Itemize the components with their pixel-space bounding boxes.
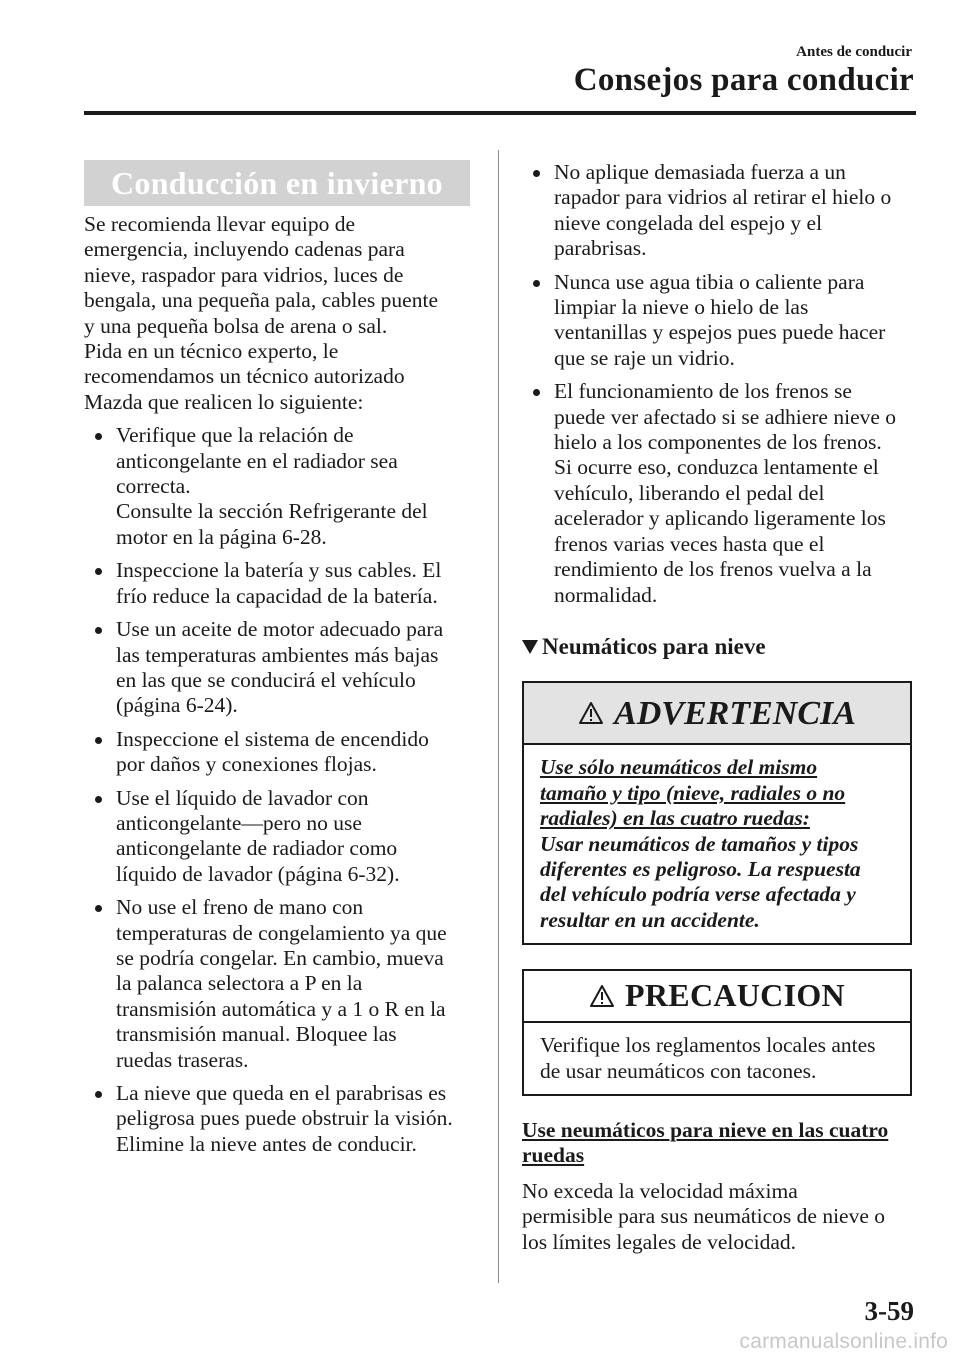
caution-body — [524, 1023, 910, 1094]
caution-icon — [589, 984, 615, 1008]
text-line: Elimine la nieve antes de conducir. — [116, 1131, 417, 1156]
bullet-item — [522, 379, 922, 608]
bullet-item — [84, 727, 476, 778]
text-line: por daños y conexiones flojas. — [116, 752, 377, 777]
text-line: No exceda la velocidad máxima — [522, 1178, 798, 1203]
text-line: anticongelante en el radiador sea — [116, 448, 398, 473]
winter-tips-list — [522, 160, 922, 608]
text-line: Use el líquido de lavador con — [116, 785, 369, 810]
bullet-dot-icon — [95, 568, 102, 575]
triangle-down-icon — [522, 640, 538, 654]
text-line: que se raje un vidrio. — [554, 345, 735, 370]
bullet-item — [522, 160, 922, 262]
text-line: resultar en un accidente. — [540, 907, 760, 932]
section-title: Conducción en invierno — [84, 160, 470, 206]
text-line: La nieve que queda en el parabrisas es — [116, 1081, 447, 1105]
caution-title: PRECAUCION — [625, 977, 845, 1014]
caution-box — [522, 969, 912, 1096]
header-rule — [84, 111, 916, 115]
text-line: normalidad. — [554, 582, 658, 607]
bullet-item — [84, 786, 476, 888]
text-line: Use neumáticos para nieve en las cuatro — [522, 1117, 889, 1142]
bullet-item — [84, 558, 476, 609]
text-line: frío reduce la capacidad de la batería. — [116, 583, 438, 608]
text-line: limpiar la nieve o hielo de las — [554, 295, 809, 320]
text-line: emergencia, incluyendo cadenas para — [84, 237, 405, 262]
text-line: Use un aceite de motor adecuado para — [116, 617, 444, 642]
text-line: temperaturas de congelamiento ya que — [116, 920, 447, 945]
bullet-item — [84, 617, 476, 719]
bullet-text — [116, 895, 447, 1071]
bullet-dot-icon — [95, 433, 102, 440]
text-line: las temperaturas ambientes más bajas — [116, 642, 439, 667]
text-line: No use el freno de mano con — [116, 895, 364, 920]
bullet-text — [116, 1081, 453, 1156]
text-line: hielo a los componentes de los frenos. — [554, 430, 882, 455]
bullet-text — [554, 270, 885, 370]
bullet-text — [554, 379, 896, 606]
page-number: 3-59 — [864, 1296, 914, 1326]
page-header-title: Consejos para conducir — [573, 62, 914, 98]
warning-body — [524, 745, 910, 943]
text-line: rendimiento de los frenos vuelva a la — [554, 557, 872, 582]
text-line: frenos varias veces hasta que el — [554, 531, 825, 556]
warning-header — [524, 683, 910, 745]
text-line: ruedas — [522, 1143, 585, 1168]
bullet-item — [84, 895, 476, 1073]
bullet-text — [554, 160, 891, 260]
text-line: transmisión automática y a 1 o R en la — [116, 996, 446, 1021]
bullet-dot-icon — [95, 1091, 102, 1098]
text-line: diferentes es peligroso. La respuesta — [540, 856, 861, 881]
text-line: vehículo, liberando el pedal del — [554, 480, 825, 505]
text-line: Nunca use agua tibia o caliente para — [554, 269, 865, 294]
note-body — [522, 1179, 922, 1255]
text-line: El funcionamiento de los frenos se — [554, 379, 852, 404]
bullet-item — [84, 1081, 476, 1157]
text-line: motor en la página 6-28. — [116, 524, 327, 549]
winter-checklist — [84, 423, 476, 1157]
bullet-dot-icon — [95, 905, 102, 912]
note-heading — [522, 1118, 922, 1169]
text-line: Verifique los reglamentos locales antes — [540, 1033, 876, 1058]
text-line: del vehículo podría verse afectada y — [540, 882, 856, 907]
text-line: recomendamos un técnico autorizado — [84, 364, 405, 389]
text-line: Se recomienda llevar equipo de — [84, 212, 356, 236]
text-line: Verifique que la relación de — [116, 423, 354, 448]
chapter-label: Antes de conducir — [796, 44, 912, 60]
bullet-text — [116, 423, 428, 549]
bullet-dot-icon — [533, 170, 540, 177]
text-line: Pida en un técnico experto, le — [84, 339, 339, 364]
subsection-title: Neumáticos para nieve — [542, 633, 766, 659]
text-line: ventanillas y espejos pues puede hacer — [554, 320, 886, 345]
text-line: Consulte la sección Refrigerante del — [116, 499, 428, 524]
text-line: se podría congelar. En cambio, mueva — [116, 945, 444, 970]
bullet-dot-icon — [533, 389, 540, 396]
text-line: transmisión manual. Bloquee las — [116, 1022, 397, 1047]
text-line: la palanca selectora a P en la — [116, 971, 363, 996]
subsection-heading — [522, 634, 922, 659]
text-line: puede ver afectado si se adhiere nieve o — [554, 404, 897, 429]
text-line: de usar neumáticos con tacones. — [540, 1058, 817, 1083]
bullet-dot-icon — [533, 280, 540, 287]
text-line: y una pequeña bolsa de arena o sal. — [84, 313, 388, 338]
text-line: nieve, raspador para vidrios, luces de — [84, 262, 404, 287]
text-line: parabrisas. — [554, 236, 647, 261]
watermark: carmanualsonline.info — [739, 1330, 948, 1353]
text-line: nieve congelada del espejo y el — [554, 210, 823, 235]
text-line: bengala, una pequeña pala, cables puente — [84, 288, 438, 313]
text-line: peligrosa pues puede obstruir la visión. — [116, 1106, 453, 1131]
text-line: los límites legales de velocidad. — [522, 1229, 797, 1254]
text-line: acelerador y aplicando ligeramente los — [554, 506, 886, 531]
text-line: anticongelante de radiador como — [116, 836, 398, 861]
text-line: Use sólo neumáticos del mismo — [540, 755, 818, 780]
text-line: Inspeccione la batería y sus cables. El — [116, 558, 442, 583]
column-divider — [498, 150, 499, 1283]
intro-paragraph — [84, 212, 476, 415]
text-line: No aplique demasiada fuerza a un — [554, 160, 846, 184]
text-line: líquido de lavador (página 6-32). — [116, 861, 400, 886]
bullet-dot-icon — [95, 627, 102, 634]
bullet-item — [84, 423, 476, 550]
text-line: anticongelante―pero no use — [116, 810, 362, 835]
warning-box — [522, 681, 912, 945]
bullet-text — [116, 558, 441, 607]
text-line: Si ocurre eso, conduzca lentamente el — [554, 455, 879, 480]
text-line: tamaño y tipo (nieve, radiales o no — [540, 780, 846, 805]
bullet-dot-icon — [95, 737, 102, 744]
warning-icon — [578, 701, 604, 725]
right-column — [522, 160, 922, 1255]
text-line: radiales) en las cuatro ruedas: — [540, 806, 810, 831]
warning-title: ADVERTENCIA — [614, 694, 856, 732]
bullet-dot-icon — [95, 796, 102, 803]
text-line: Inspeccione el sistema de encendido — [116, 726, 429, 751]
text-line: ruedas traseras. — [116, 1047, 249, 1072]
text-line: permisible para sus neumáticos de nieve o — [522, 1204, 886, 1229]
text-line: en las que se conducirá el vehículo — [116, 667, 416, 692]
text-line: Mazda que realicen lo siguiente: — [84, 389, 364, 414]
bullet-text — [116, 786, 400, 886]
bullet-text — [116, 617, 443, 717]
left-column — [84, 160, 476, 1157]
bullet-item — [522, 270, 922, 372]
bullet-text — [116, 727, 429, 776]
caution-header — [524, 971, 910, 1023]
text-line: Usar neumáticos de tamaños y tipos — [540, 831, 859, 856]
text-line: rapador para vidrios al retirar el hielo o — [554, 185, 892, 210]
text-line: correcta. — [116, 474, 191, 499]
text-line: (página 6-24). — [116, 693, 238, 718]
